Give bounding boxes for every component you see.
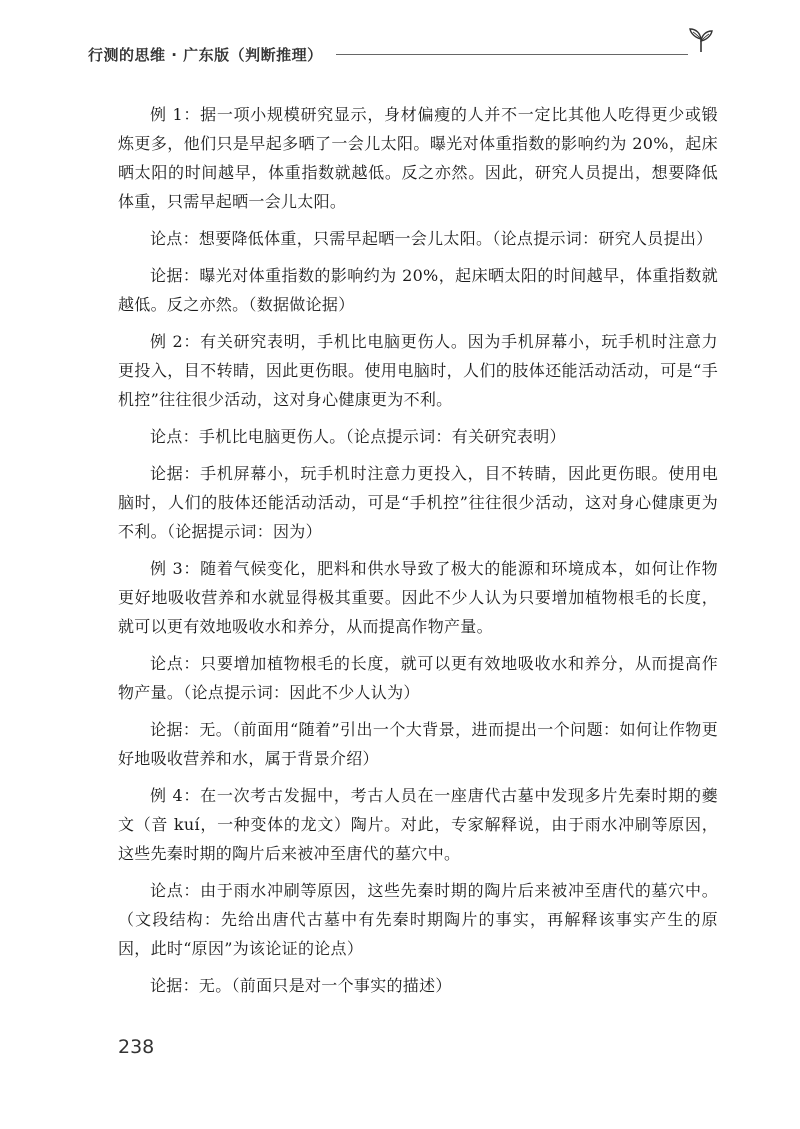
header-rule (336, 54, 688, 55)
example-3-evidence: 论据：无。（前面用“随着”引出一个大背景，进而提出一个问题：如何让作物更好地吸收营养和水，属于背景介绍） (118, 720, 718, 768)
example-1-paragraph: 例 1：据一项小规模研究显示，身材偏瘦的人并不一定比其他人吃得更少或锻炼更多，他们只是早起多晒了一会儿太阳。曝光对体重指数的影响约为 20%，起床晒太阳的时间越早，体重指数就越低。反之亦然。因此，研究人员提出，想要降低体重，只需早起晒一会儿太阳。 (118, 105, 718, 211)
header-title: 行测的思维 · 广东版（判断推理） (88, 46, 323, 64)
example-4-paragraph: 例 4：在一次考古发掘中，考古人员在一座唐代古墓中发现多片先秦时期的夔文（音 kuí，一种变体的龙文）陶片。对此，专家解释说，由于雨水冲刷等原因，这些先秦时期的陶片后来被冲至唐代的墓穴中。 (118, 786, 718, 863)
body-text (118, 100, 718, 1008)
example-1-thesis: 论点：想要降低体重，只需早起晒一会儿太阳。（论点提示词：研究人员提出） (150, 229, 713, 248)
sprout-icon (686, 26, 716, 56)
example-4-evidence: 论据：无。（前面只是对一个事实的描述） (150, 976, 452, 995)
example-3-thesis: 论点：只要增加植物根毛的长度，就可以更有效地吸收水和养分，从而提高作物产量。（论点提示词：因此不少人认为） (118, 654, 718, 702)
example-4-thesis: 论点：由于雨水冲刷等原因，这些先秦时期的陶片后来被冲至唐代的墓穴中。（文段结构：先给出唐代古墓中有先秦时期陶片的事实，再解释该事实产生的原因，此时“原因”为该论证的论点） (118, 881, 718, 958)
page-number: 238 (118, 1036, 155, 1058)
example-2-paragraph: 例 2：有关研究表明，手机比电脑更伤人。因为手机屏幕小，玩手机时注意力更投入，目不转睛，因此更伤眼。使用电脑时，人们的肢体还能活动活动，可是“手机控”往往很少活动，这对身心健康更为不利。 (118, 332, 718, 409)
example-3-paragraph: 例 3：随着气候变化，肥料和供水导致了极大的能源和环境成本，如何让作物更好地吸收营养和水就显得极其重要。因此不少人认为只要增加植物根毛的长度，就可以更有效地吸收水和养分，从而提高作物产量。 (118, 559, 718, 636)
example-2-thesis: 论点：手机比电脑更伤人。（论点提示词：有关研究表明） (150, 427, 566, 446)
running-header (88, 40, 714, 70)
example-1-evidence: 论据：曝光对体重指数的影响约为 20%，起床晒太阳的时间越早，体重指数就越低。反之亦然。（数据做论据） (118, 266, 718, 314)
example-2-evidence: 论据：手机屏幕小，玩手机时注意力更投入，目不转睛，因此更伤眼。使用电脑时，人们的肢体还能活动活动，可是“手机控”往往很少活动，这对身心健康更为不利。（论据提示词：因为） (118, 464, 718, 541)
